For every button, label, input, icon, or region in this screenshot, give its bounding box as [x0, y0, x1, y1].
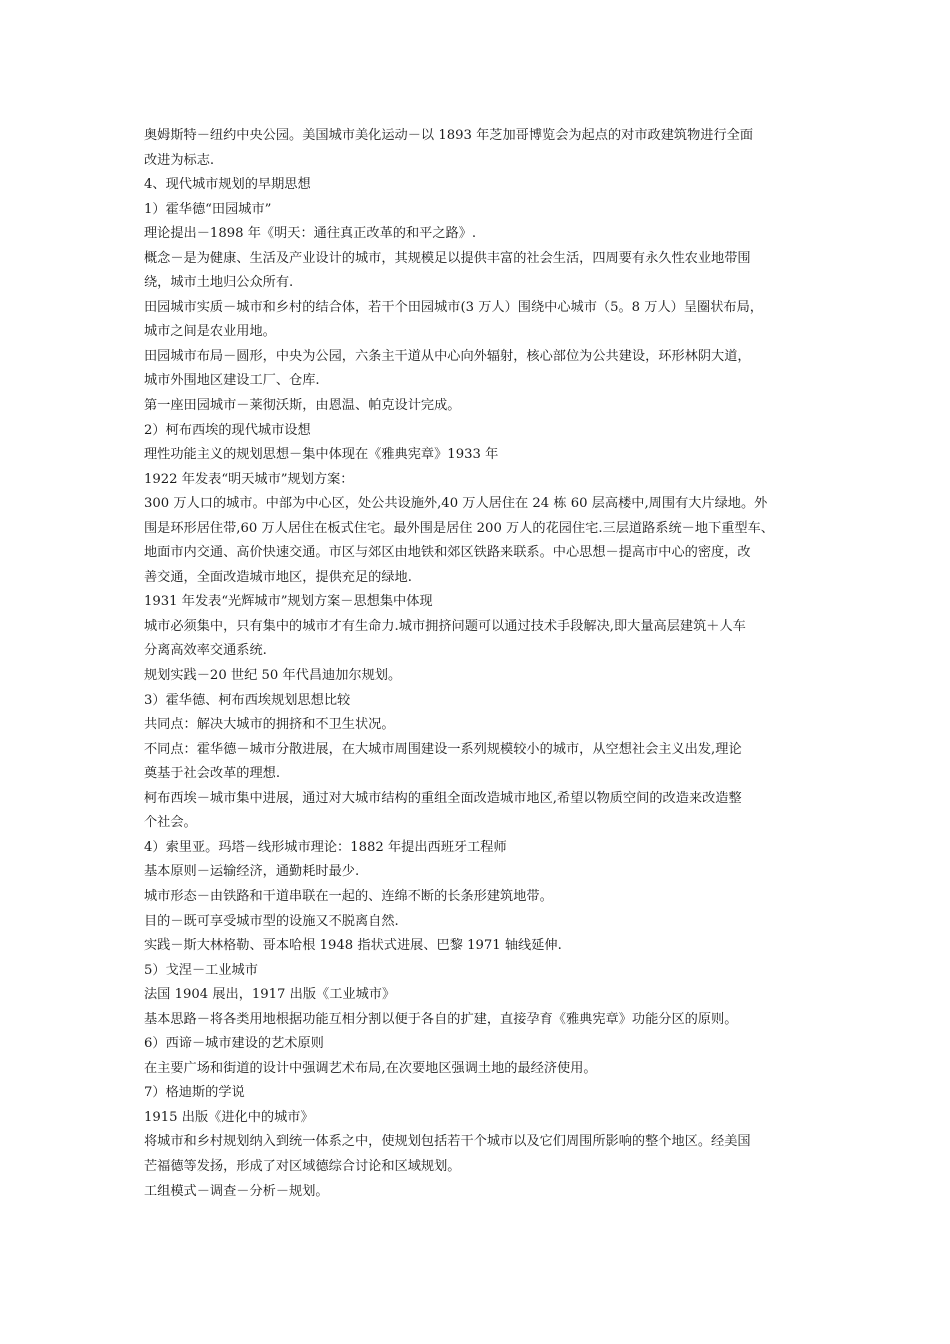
body-text-line: 第一座田园城市－莱彻沃斯，由恩温、帕克设计完成。	[144, 398, 461, 414]
body-text-line: 基本原则－运输经济，通勤耗时最少.	[144, 864, 360, 880]
body-text-line: 基本思路－将各类用地根据功能互相分割以便于各自的扩建，直接孕育《雅典宪章》功能分区的原则。	[144, 1011, 738, 1027]
body-text-line: 理性功能主义的规划思想－集中体现在《雅典宪章》1933 年	[144, 447, 499, 463]
body-text-line: 改进为标志.	[144, 152, 215, 168]
body-text-line: 目的－既可享受城市型的设施又不脱离自然.	[144, 913, 399, 929]
body-text-line: 城市必须集中，只有集中的城市才有生命力.城市拥挤问题可以通过技术手段解决,即大量高层建筑＋人车	[144, 618, 746, 634]
section-heading: 4、现代城市规划的早期思想	[144, 177, 311, 193]
body-text-line: 田园城市实质－城市和乡村的结合体，若干个田园城市(3 万人）围绕中心城市（5。8 万人）呈圈状布局，	[144, 299, 763, 315]
body-text-line: 个社会。	[144, 815, 197, 831]
section-heading: 5）戈涅－工业城市	[144, 962, 258, 978]
body-text-line: 1915 出版《进化中的城市》	[144, 1109, 314, 1125]
body-text-line: 地面市内交通、高价快速交通。市区与郊区由地铁和郊区铁路来联系。中心思想－提高市中心的密度，改	[144, 545, 751, 561]
body-text-line: 芒福德等发扬，形成了对区域德综合讨论和区域规划。	[144, 1158, 461, 1174]
section-heading: 2）柯布西埃的现代城市设想	[144, 422, 311, 438]
body-text-line: 柯布西埃－城市集中进展，通过对大城市结构的重组全面改造城市地区,希望以物质空间的改造来改造整	[144, 790, 742, 806]
body-text-line: 不同点：霍华德－城市分散进展，在大城市周围建设一系列规模较小的城市，从空想社会主义出发,理论	[144, 741, 742, 757]
body-text-line: 奥姆斯特－纽约中央公园。美国城市美化运动－以 1893 年芝加哥博览会为起点的对市政建筑物进行全面	[144, 128, 754, 143]
body-text-line: 将城市和乡村规划纳入到统一体系之中，使规划包括若干个城市以及它们周围所影响的整个地区。经美国	[144, 1134, 751, 1150]
body-text-line: 奠基于社会改革的理想.	[144, 766, 281, 782]
body-text-line: 城市之间是农业用地。	[144, 324, 276, 340]
section-heading: 7）格迪斯的学说	[144, 1085, 245, 1101]
body-text-line: 理论提出－1898 年《明天：通往真正改革的和平之路》.	[144, 226, 477, 242]
section-heading: 1）霍华德“田园城市”	[144, 201, 272, 217]
body-text-line: 分离高效率交通系统.	[144, 643, 267, 659]
section-heading: 3）霍华德、柯布西埃规划思想比较	[144, 692, 351, 708]
body-text-line: 规划实践－20 世纪 50 年代昌迪加尔规划。	[144, 668, 402, 684]
body-text-line: 绕，城市土地归公众所有.	[144, 275, 294, 291]
body-text-line: 实践－斯大林格勒、哥本哈根 1948 指状式进展、巴黎 1971 轴线延伸.	[144, 938, 562, 954]
body-text-line: 善交通，全面改造城市地区，提供充足的绿地.	[144, 569, 412, 585]
body-text-line: 概念－是为健康、生活及产业设计的城市，其规模足以提供丰富的社会生活，四周要有永久性农业地带围	[144, 250, 751, 266]
body-text-line: 300 万人口的城市。中部为中心区，处公共设施外,40 万人居住在 24 栋 60 层高楼中,周围有大片绿地。外	[144, 496, 768, 512]
section-heading: 6）西谛－城市建设的艺术原则	[144, 1036, 324, 1052]
body-text-line: 共同点：解决大城市的拥挤和不卫生状况。	[144, 717, 395, 733]
document-page	[144, 124, 824, 1204]
body-text-line: 在主要广场和街道的设计中强调艺术布局,在次要地区强调土地的最经济使用。	[144, 1060, 597, 1076]
body-text-line: 田园城市布局－圆形，中央为公园，六条主干道从中心向外辐射，核心部位为公共建设，环形林阴大道，	[144, 348, 751, 364]
body-text-line: 城市形态－由铁路和干道串联在一起的、连绵不断的长条形建筑地带。	[144, 888, 553, 904]
body-text-line: 城市外围地区建设工厂、仓库.	[144, 373, 320, 389]
body-text-line: 法国 1904 展出，1917 出版《工业城市》	[144, 987, 396, 1003]
body-text-line: 围是环形居住带,60 万人居住在板式住宅。最外围是居住 200 万人的花园住宅.三层道路系统－地下重型车、	[144, 520, 774, 536]
body-text-line: 1922 年发表“明天城市”规划方案：	[144, 471, 354, 487]
section-heading: 4）索里亚。玛塔－线形城市理论：1882 年提出西班牙工程师	[144, 839, 507, 855]
body-text-line: 1931 年发表“光辉城市”规划方案－思想集中体现	[144, 594, 433, 610]
body-text-line: 工组模式－调查－分析－规划。	[144, 1183, 329, 1199]
